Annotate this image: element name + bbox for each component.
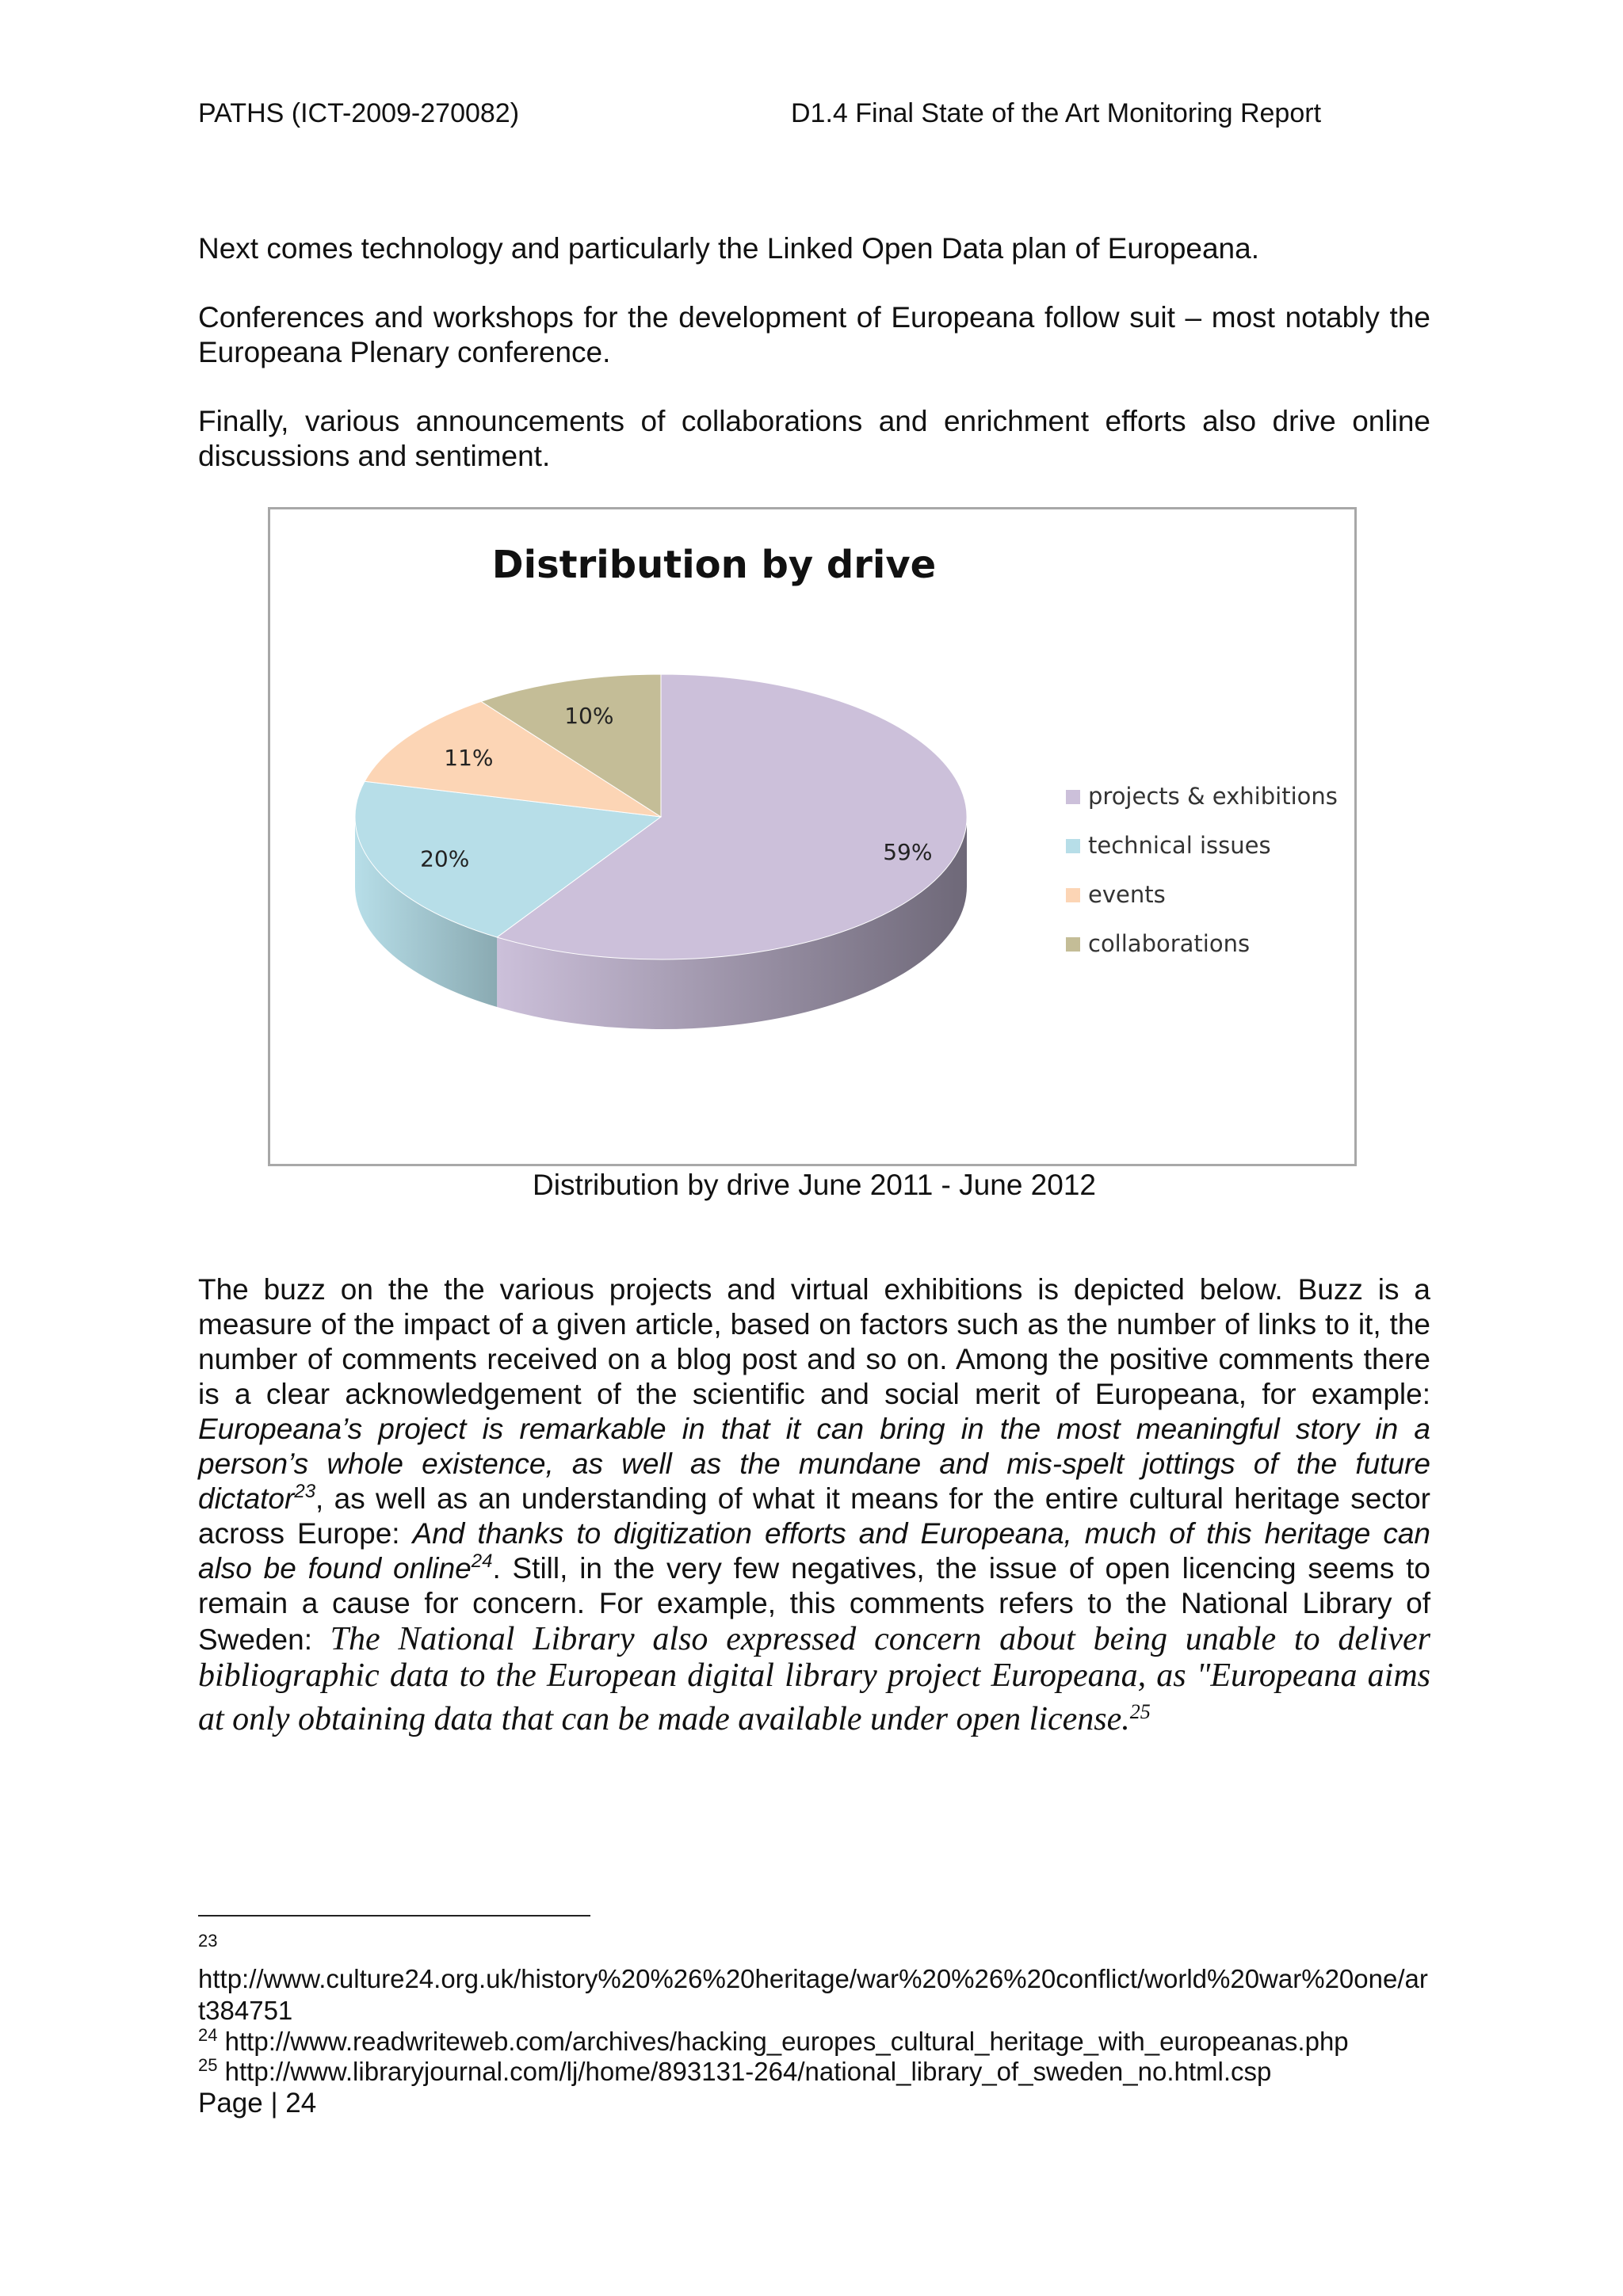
data-label-events: 11% bbox=[444, 745, 494, 772]
quote-national-library: The National Library also expressed concern about being unable to deliver bibliographic data to the European digital library project Europeana, as "Europeana aims at only obtaining data that can be made available under open license. bbox=[198, 1621, 1430, 1737]
footnote-24 bbox=[198, 2026, 1349, 2058]
footnote-25 bbox=[198, 2056, 1271, 2088]
footnote-number-25: 25 bbox=[198, 2055, 218, 2075]
buzz-negative: . Still, in the very few negatives, the issue of open licencing seems to remain a cause for concern. For example, this comments refers to the National Library of Sweden: bbox=[198, 1552, 1430, 1656]
chart-frame bbox=[268, 507, 1357, 1166]
chart-title: Distribution by drive bbox=[491, 543, 937, 587]
footnote-url-23[interactable]: http://www.culture24.org.uk/history%20%26%20heritage/war%20%26%20conflict/world%20war%20one/art384751 bbox=[198, 1964, 1428, 2025]
chart-legend bbox=[1066, 783, 1338, 957]
data-label-technical-issues: 20% bbox=[420, 845, 470, 872]
legend-swatch-technical-issues bbox=[1066, 839, 1080, 853]
data-label-collaborations: 10% bbox=[564, 702, 614, 729]
header-report-title: D1.4 Final State of the Art Monitoring Report bbox=[791, 98, 1322, 128]
legend-label-technical-issues: technical issues bbox=[1088, 832, 1271, 859]
paragraph-collaborations: Finally, various announcements of collaborations and enrichment efforts also drive online discussions and sentiment. bbox=[198, 405, 1430, 472]
paragraph-technology: Next comes technology and particularly the Linked Open Data plan of Europeana. bbox=[198, 232, 1259, 265]
header-project-code: PATHS (ICT-2009-270082) bbox=[198, 98, 520, 128]
footnote-ref-25[interactable]: 25 bbox=[1129, 1700, 1151, 1723]
legend-label-collaborations: collaborations bbox=[1088, 930, 1251, 957]
legend-label-projects-and-exhibitions: projects & exhibitions bbox=[1088, 783, 1338, 810]
footnote-number-23: 23 bbox=[198, 1931, 218, 1951]
pie-chart bbox=[270, 509, 1354, 1164]
paragraph-conferences: Conferences and workshops for the development of Europeana follow suit – most notably the Europeana Plenary conference. bbox=[198, 301, 1430, 368]
buzz-intro: The buzz on the the various projects and virtual exhibitions is depicted below. Buzz is a measure of the impact of a given article, based on factors such as the number of links to it, the number of comments received on a blog post and so on. Among the positive comments there is a clear acknowledgement of the scientific and social merit of Europeana, for example: bbox=[198, 1273, 1430, 1410]
page-number: Page | 24 bbox=[198, 2088, 317, 2119]
buzz-middle: , as well as an understanding of what it means for the entire cultural heritage sector across Europe: bbox=[198, 1482, 1430, 1550]
legend-swatch-projects-and-exhibitions bbox=[1066, 790, 1080, 804]
footnote-separator bbox=[198, 1915, 590, 1917]
footnote-url-25[interactable]: http://www.libraryjournal.com/lj/home/893131-264/national_library_of_sweden_no.html.csp bbox=[224, 2057, 1272, 2086]
legend-swatch-events bbox=[1066, 888, 1080, 902]
footnote-url-24[interactable]: http://www.readwriteweb.com/archives/hacking_europes_cultural_heritage_with_europeanas.php bbox=[224, 2027, 1349, 2056]
data-label-projects-and-exhibitions: 59% bbox=[883, 839, 933, 866]
quote-digitization: And thanks to digitization efforts and Europeana, much of this heritage can also be found online bbox=[198, 1517, 1430, 1585]
footnote-number-24: 24 bbox=[198, 2025, 218, 2045]
paragraph-buzz bbox=[198, 1272, 1430, 1737]
figure-caption: Distribution by drive June 2011 - June 2012 bbox=[533, 1169, 1096, 1201]
legend-swatch-collaborations bbox=[1066, 937, 1080, 952]
legend-label-events: events bbox=[1088, 881, 1166, 908]
footnote-ref-24[interactable]: 24 bbox=[471, 1550, 493, 1572]
quote-remarkable-story: Europeana’s project is remarkable in that it can bring in the most meaningful story in a person’s whole existence, as well as the mundane and mis-spelt jottings of the future dictator bbox=[198, 1413, 1430, 1515]
footnote-ref-23[interactable]: 23 bbox=[294, 1481, 316, 1502]
